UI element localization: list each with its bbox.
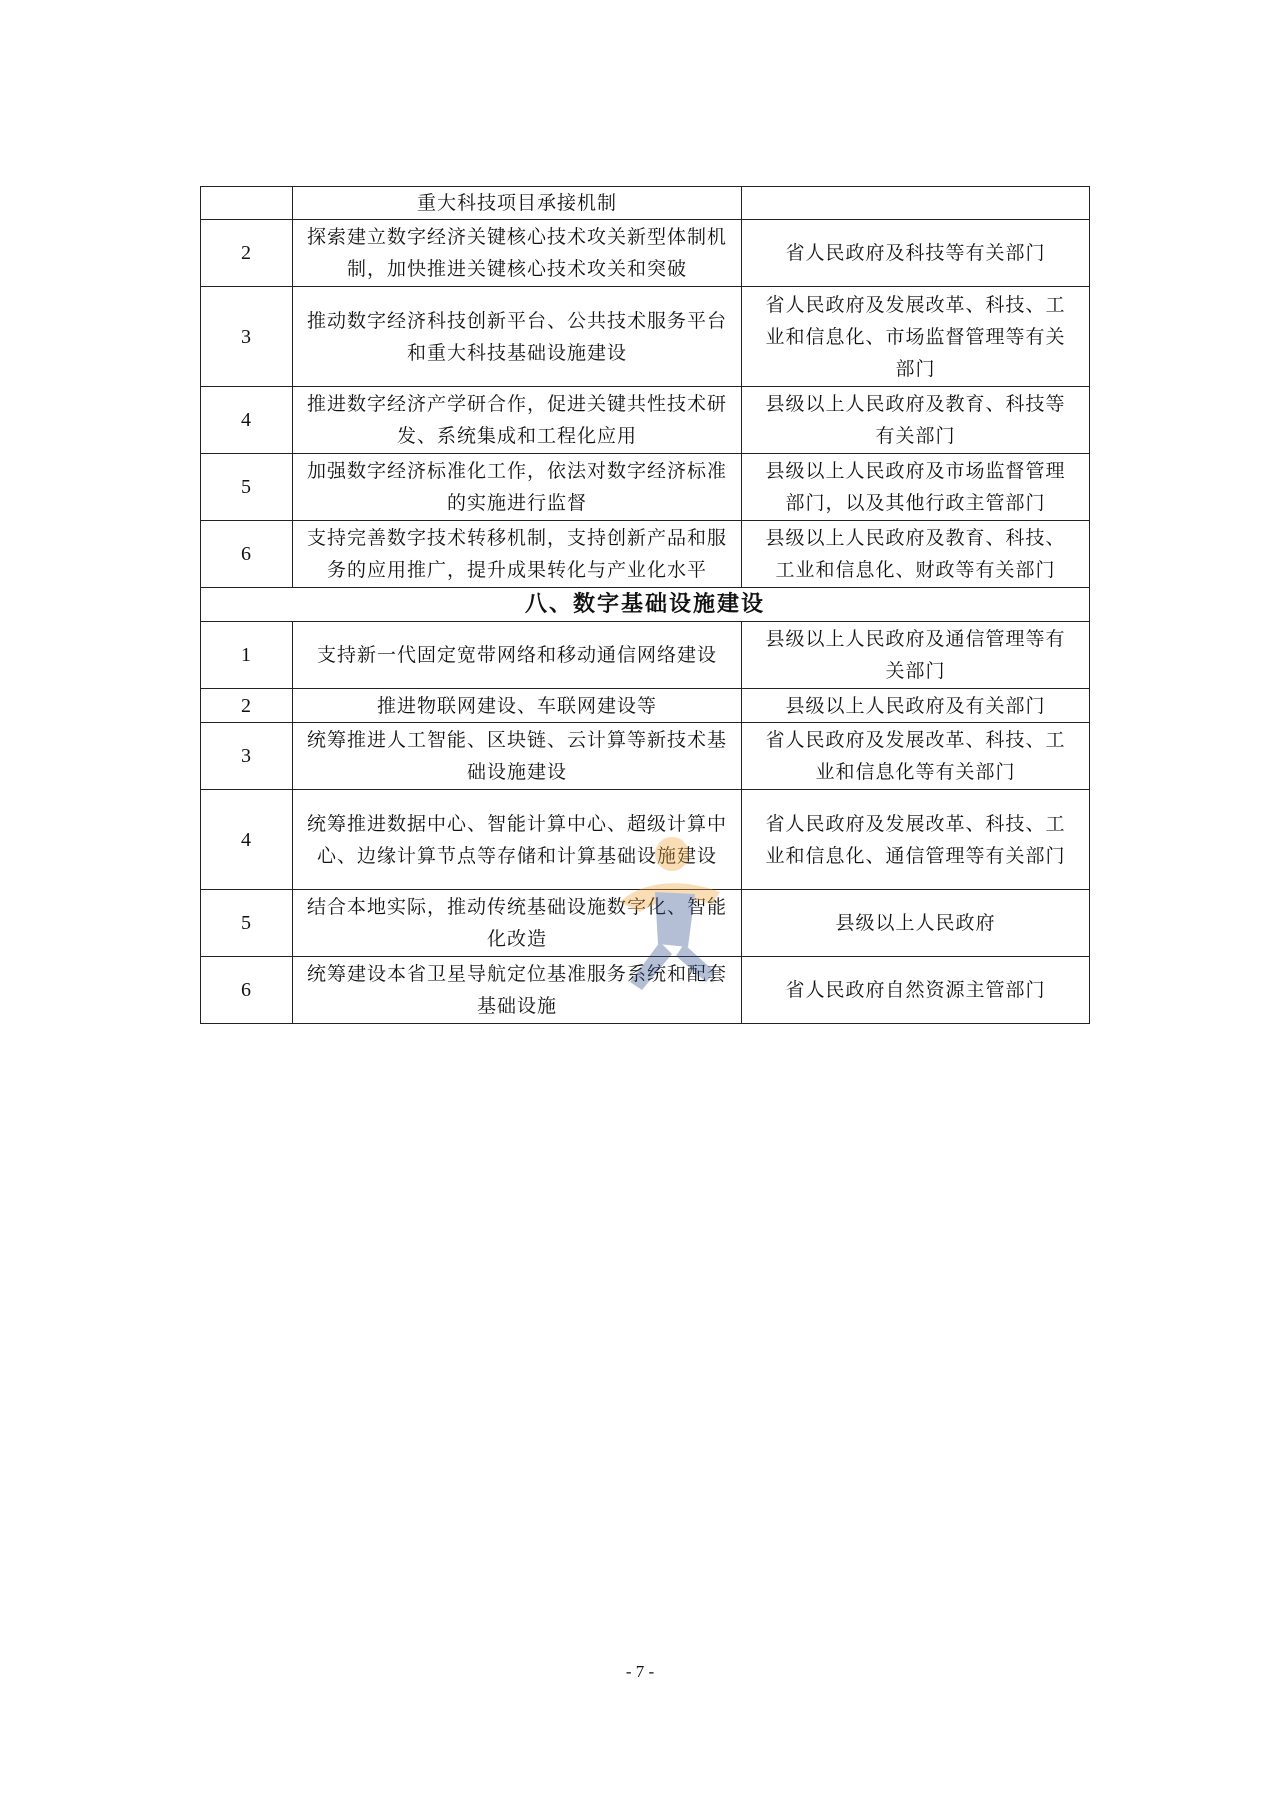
row-number: 2 (201, 220, 293, 287)
row-number: 2 (201, 689, 293, 723)
table-row (201, 454, 1090, 521)
table-row (201, 187, 1090, 220)
table-row (201, 622, 1090, 689)
table-row (201, 890, 1090, 957)
measure-cell: 统筹建设本省卫星导航定位基准服务系统和配套基础设施 (293, 957, 742, 1024)
table-row (201, 689, 1090, 723)
row-number: 3 (201, 723, 293, 790)
department-cell: 省人民政府及发展改革、科技、工业和信息化、市场监督管理等有关部门 (742, 287, 1090, 387)
department-cell: 省人民政府及科技等有关部门 (742, 220, 1090, 287)
measure-cell: 探索建立数字经济关键核心技术攻关新型体制机制，加快推进关键核心技术攻关和突破 (293, 220, 742, 287)
measure-cell: 推进数字经济产学研合作，促进关键共性技术研发、系统集成和工程化应用 (293, 387, 742, 454)
department-cell: 省人民政府及发展改革、科技、工业和信息化等有关部门 (742, 723, 1090, 790)
table-row (201, 790, 1090, 890)
measure-cell: 统筹推进人工智能、区块链、云计算等新技术基础设施建设 (293, 723, 742, 790)
measure-cell: 支持新一代固定宽带网络和移动通信网络建设 (293, 622, 742, 689)
table-row (201, 521, 1090, 588)
measure-cell: 推进物联网建设、车联网建设等 (293, 689, 742, 723)
row-number: 6 (201, 957, 293, 1024)
section-title: 八、数字基础设施建设 (201, 588, 1090, 622)
page-number: - 7 - (625, 1662, 655, 1681)
row-number (201, 187, 293, 220)
measure-cell: 支持完善数字技术转移机制，支持创新产品和服务的应用推广，提升成果转化与产业化水平 (293, 521, 742, 588)
department-cell: 省人民政府及发展改革、科技、工业和信息化、通信管理等有关部门 (742, 790, 1090, 890)
table-row (201, 387, 1090, 454)
row-number: 5 (201, 890, 293, 957)
row-number: 1 (201, 622, 293, 689)
row-number: 3 (201, 287, 293, 387)
measure-cell: 统筹推进数据中心、智能计算中心、超级计算中心、边缘计算节点等存储和计算基础设施建设 (293, 790, 742, 890)
row-number: 4 (201, 387, 293, 454)
measure-cell: 结合本地实际，推动传统基础设施数字化、智能化改造 (293, 890, 742, 957)
measure-cell: 推动数字经济科技创新平台、公共技术服务平台和重大科技基础设施建设 (293, 287, 742, 387)
row-number: 5 (201, 454, 293, 521)
table-row (201, 723, 1090, 790)
row-number: 4 (201, 790, 293, 890)
measure-cell: 重大科技项目承接机制 (293, 187, 742, 220)
row-number: 6 (201, 521, 293, 588)
department-cell: 县级以上人民政府及教育、科技、工业和信息化、财政等有关部门 (742, 521, 1090, 588)
department-cell: 县级以上人民政府 (742, 890, 1090, 957)
department-cell: 省人民政府自然资源主管部门 (742, 957, 1090, 1024)
section-header-row (201, 588, 1090, 622)
department-cell (742, 187, 1090, 220)
department-cell: 县级以上人民政府及市场监督管理部门，以及其他行政主管部门 (742, 454, 1090, 521)
table-row (201, 287, 1090, 387)
measures-table (200, 186, 1090, 1024)
department-cell: 县级以上人民政府及有关部门 (742, 689, 1090, 723)
department-cell: 县级以上人民政府及通信管理等有关部门 (742, 622, 1090, 689)
measure-cell: 加强数字经济标准化工作，依法对数字经济标准的实施进行监督 (293, 454, 742, 521)
department-cell: 县级以上人民政府及教育、科技等有关部门 (742, 387, 1090, 454)
table-row (201, 220, 1090, 287)
table-row (201, 957, 1090, 1024)
